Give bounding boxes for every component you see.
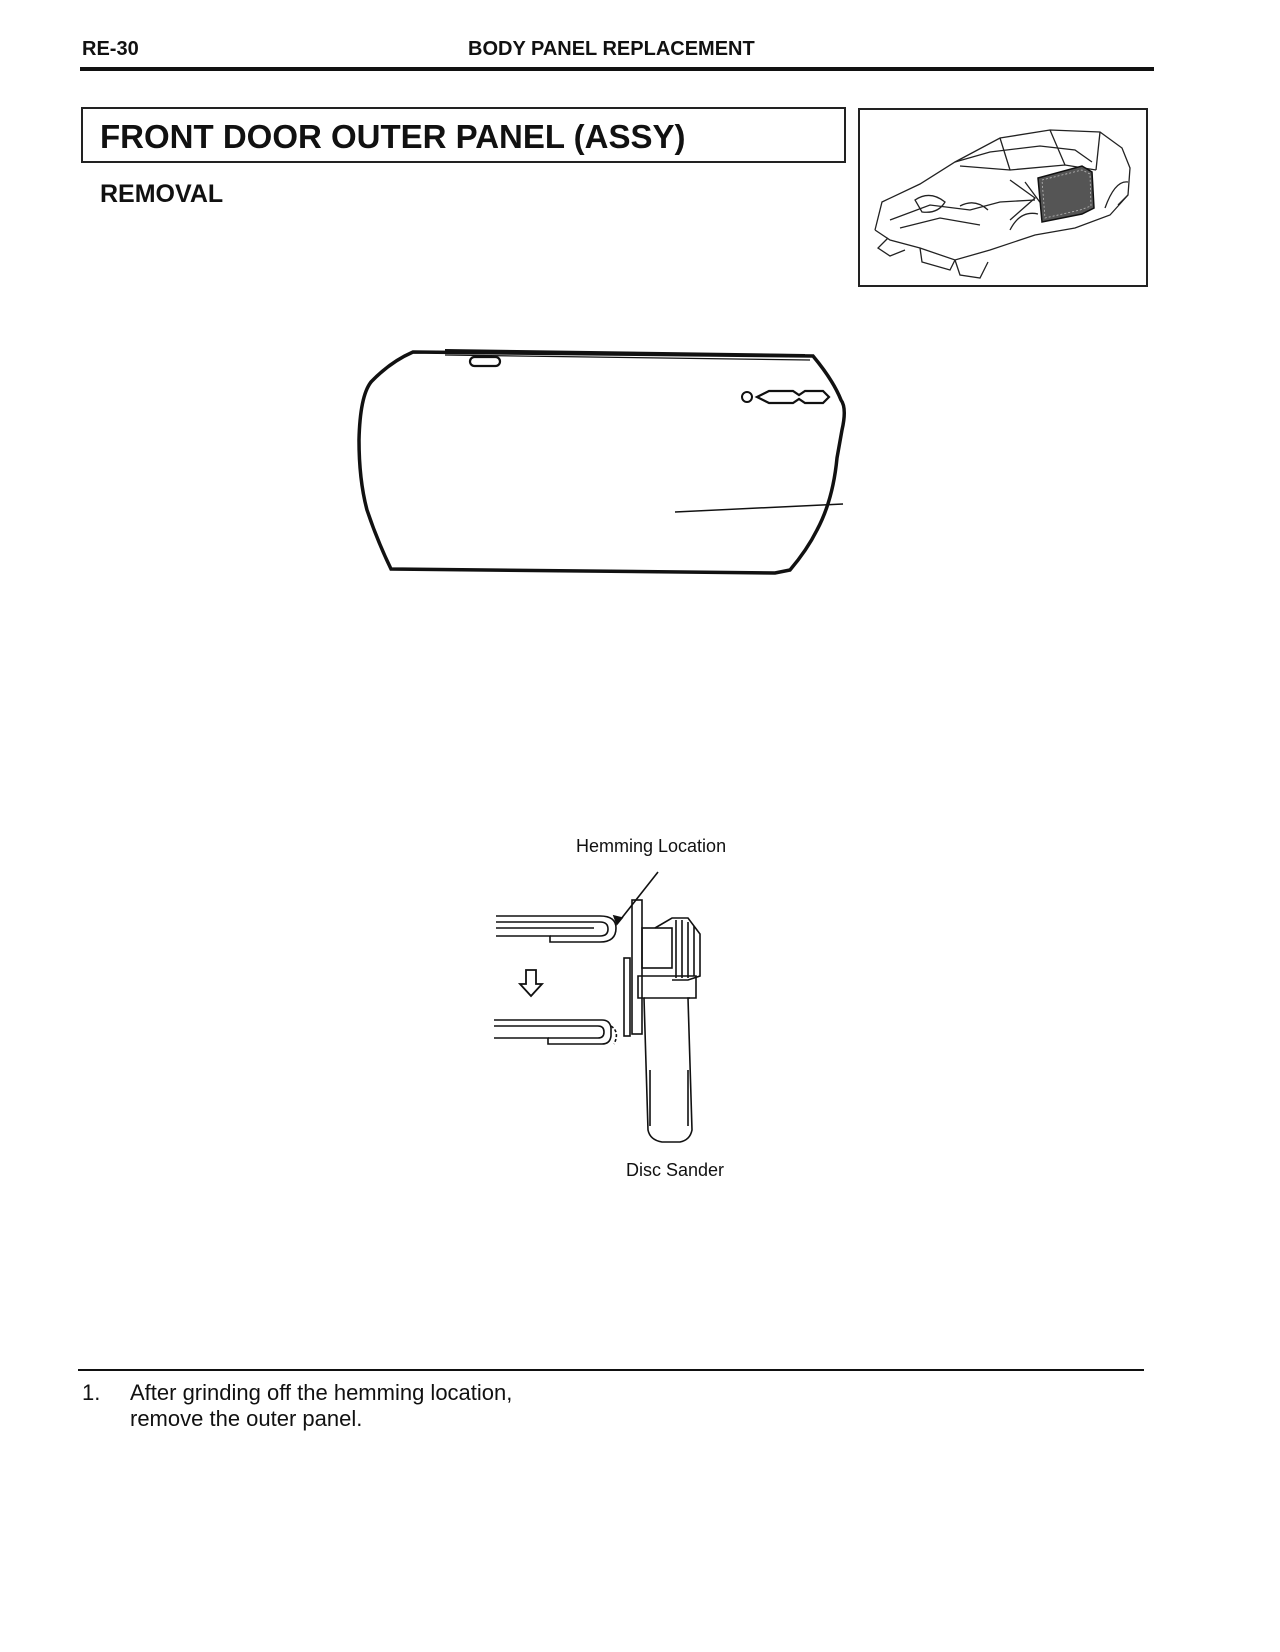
disc-sander-label: Disc Sander: [626, 1160, 725, 1180]
hemming-location-label: Hemming Location: [576, 836, 727, 856]
footer-divider: [78, 1369, 1144, 1371]
door-outer-panel-figure: [355, 340, 875, 585]
page-number: RE-30: [82, 38, 139, 60]
procedure-title-box: [81, 107, 846, 163]
front-door-outer-panel-icon: [355, 340, 875, 580]
procedure-subtitle: REMOVAL: [100, 180, 224, 208]
hem-grinding-diagram-icon: [490, 860, 730, 1150]
step-number: 1.: [82, 1380, 101, 1405]
header-divider: [80, 67, 1154, 71]
vehicle-location-figure: [858, 108, 1148, 287]
section-title: BODY PANEL REPLACEMENT: [468, 38, 755, 60]
step-text: After grinding off the hemming location, remove the outer panel.: [130, 1380, 513, 1431]
procedure-title: FRONT DOOR OUTER PANEL (ASSY): [100, 118, 686, 155]
hemming-diagram: [490, 860, 730, 1155]
car-body-shell-icon: [860, 110, 1146, 285]
